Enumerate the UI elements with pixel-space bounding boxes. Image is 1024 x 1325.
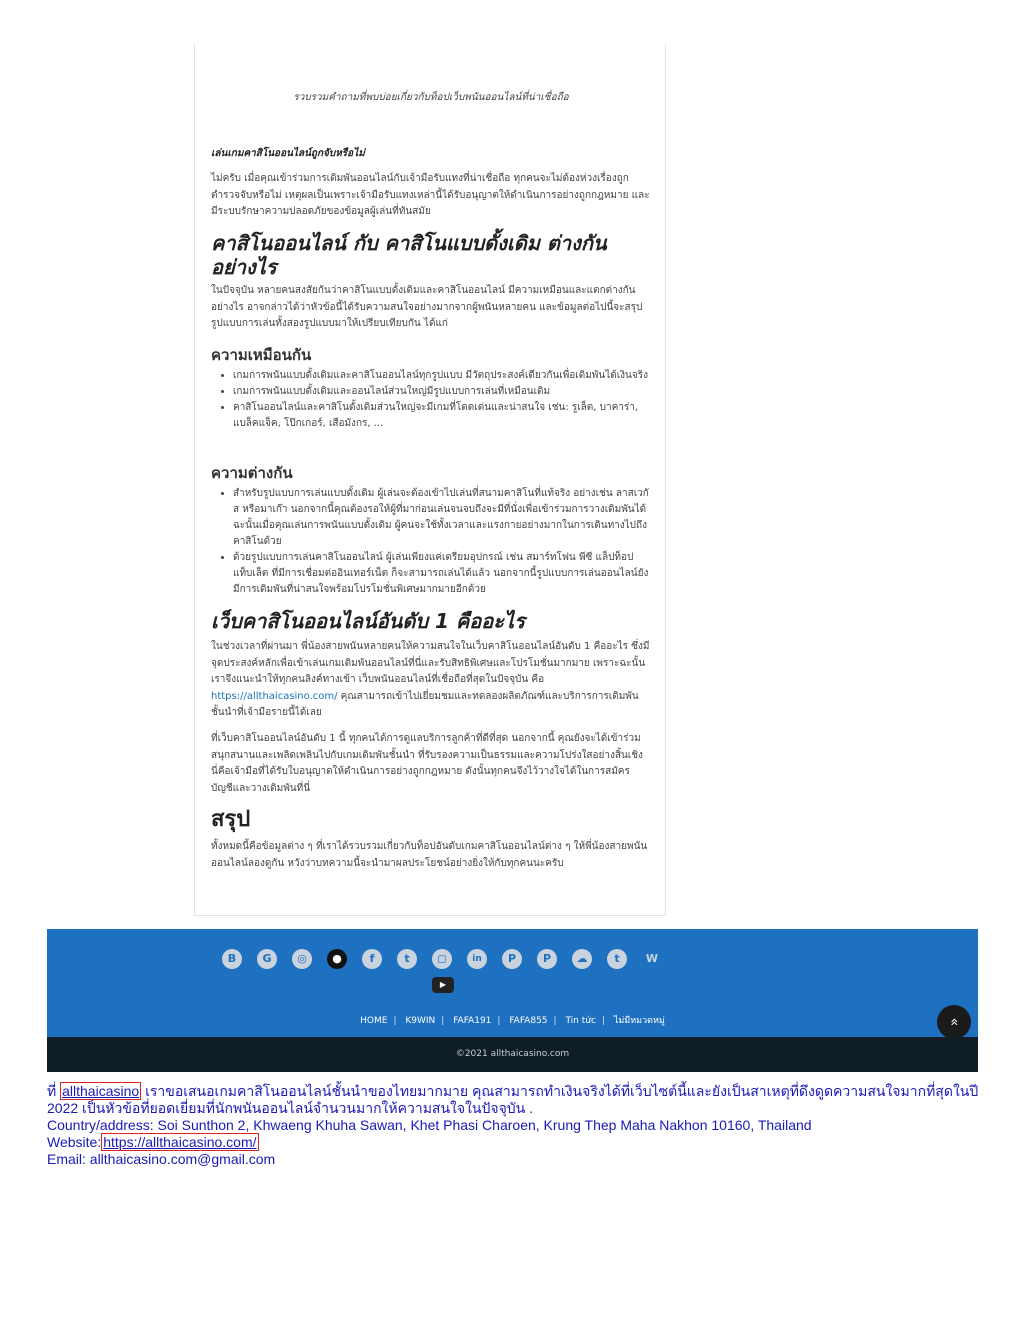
paragraph-text: คุณสามารถเข้าไปเยี่ยมชมและทดลองผลิตภัณฑ์และบริการการเดิมพันชั้นนำที่เจ้ามือรายนี้ได้เลย [211, 690, 639, 718]
paragraph-top-casino-1 [211, 639, 651, 722]
address-line: Country/address: Soi Sunthon 2, Khwaeng Khuha Sawan, Khet Phasi Charoen, Krung Thep Maha Nakhon 10160, Thailand [47, 1117, 812, 1133]
email-line: Email: allthaicasino.com@gmail.com [47, 1151, 276, 1167]
pinterest-icon[interactable]: P [502, 949, 522, 969]
heading-summary: สรุป [211, 807, 251, 832]
list-item: • สำหรับรูปแบบการเล่นแบบดั้งเดิม ผู้เล่นจะต้องเข้าไปเล่นที่สนามคาสิโนที่แท้จริง อย่างเช่น ลาสเวกัส หรือมาเก๊า นอกจากนี้คุณต้องรอให้ผู้ที่มาก่อนเล่นจนจบถึงจะมีที่นั่งเพื่อเข้าร่วมการวางเดิมพันได้ ฉะนั้นเมื่อคุณเล่นการพนันแบบดั้งเดิม ผู้คนจะใช้ทั้งเวลาและแรงกายอย่างมากในการเดินทางไปถึงคาสิโนด้วย [233, 486, 651, 550]
nav-fafa855[interactable]: FAFA855 [509, 1016, 548, 1026]
facebook-icon[interactable]: f [362, 949, 382, 969]
nav-k9win[interactable]: K9WIN [405, 1016, 436, 1026]
image-caption: รวบรวมคำถามที่พบบ่อยเกี่ยวกับท็อปเว็บพนันออนไลน์ที่น่าเชื่อถือ [293, 92, 569, 103]
list-item: • คาสิโนออนไลน์และคาสิโนดั้งเดิมส่วนใหญ่จะมีเกมที่โดดเด่นและน่าสนใจ เช่น: รูเล็ต, บาคาร่า, แบล็คแจ็ค, โป๊กเกอร์, เสือมังกร, ... [233, 400, 651, 432]
website-line: Website: https://allthaicasino.com/ [47, 1134, 257, 1150]
paragraph-compare: ในปัจจุบัน หลายคนสงสัยกันว่าคาสิโนแบบดั้งเดิมและคาสิโนออนไลน์ มีความเหมือนและแตกต่างกันอย่างไร อาจกล่าวได้ว่าหัวข้อนี้ได้รับความสนใจอย่างมากจากผู้พนันหลายคน และข้อมูลต่อไปนี้จะสรุปรูปแบบการเล่นทั้งสองรูปแบบมาให้เปรียบเทียบกัน ได้แก่ [211, 285, 643, 329]
nav-fafa191[interactable]: FAFA191 [453, 1016, 492, 1026]
chrome-icon[interactable]: ◎ [292, 949, 312, 969]
chevron-up-icon: » [945, 1017, 962, 1027]
list-item: • เกมการพนันแบบดั้งเดิมและคาสิโนออนไลน์ทุกรูปแบบ มีวัตถุประสงค์เดียวกันเพื่อเดิมพันได้เงินจริง [233, 368, 651, 384]
weebly-icon[interactable]: W [645, 952, 659, 965]
site-info [47, 1083, 1007, 1168]
paragraph-top-casino-2: ที่เว็บคาสิโนออนไลน์อันดับ 1 นี้ ทุกคนได้การดูแลบริการลูกค้าที่ดีที่สุด นอกจากนี้ คุณยังจะได้เข้าร่วมสนุกสนานและเพลิดเพลินไปกับเกมเดิมพันชั้นนำ ที่รับรองความเป็นธรรมและความโปร่งใสอย่างสิ้นเชิง นี่คือเจ้ามือที่ได้รับใบอนุญาตให้ดำเนินการอย่างถูกกฎหมาย ดังนั้นทุกคนจึงไว้วางใจได้ในการสมัครบัญชีและวางเดิมพันที่นี่ [211, 733, 643, 794]
blogger-icon[interactable]: B [222, 949, 242, 969]
heading-differences: ความต่างกัน [211, 464, 293, 482]
differences-list [211, 486, 651, 598]
heading-top-casino: เว็บคาสิโนออนไลน์อันดับ 1 คืออะไร [211, 609, 525, 633]
instagram-icon[interactable]: ◻ [432, 949, 452, 969]
website-link[interactable]: https://allthaicasino.com/ [103, 1134, 257, 1150]
copyright-bar: ©2021 allthaicasino.com [47, 1037, 978, 1072]
brand-link[interactable]: allthaicasino [62, 1083, 140, 1099]
site-link[interactable]: https://allthaicasino.com/ [211, 690, 338, 702]
nav-home[interactable]: HOME [360, 1016, 388, 1026]
twitter-icon[interactable]: t [397, 949, 417, 969]
paragraph-text: ในช่วงเวลาที่ผ่านมา พี่น้องสายพนันหลายคนให้ความสนใจในเว็บคาสิโนออนไลน์อันดับ 1 คืออะไร ซึ่งมีจุดประสงค์หลักเพื่อเข้าเล่นเกมเดิมพันออนไลน์ที่นี่และรับสิทธิพิเศษและโปรโมชั่นมากมาย เพราะฉะนั้นเราจึงแนะนำให้ทุกคนลิงค์ทางเข้า เว็บพนันออนไลน์ที่เชื่อถือที่สุดในปัจจุบัน คือ [211, 641, 650, 685]
google-icon[interactable]: G [257, 949, 277, 969]
similarities-list [211, 368, 651, 432]
paragraph-summary: ทั้งหมดนี้คือข้อมูลต่าง ๆ ที่เราได้รวบรวมเกี่ยวกับท็อปอันดับเกมคาสิโนออนไลน์ต่าง ๆ ให้พี่น้องสายพนันออนไลน์ลองดูกัน หวังว่าบทความนี้จะนำมาผลประโยชน์อย่างยิ่งให้กับทุกคนนะครับ [211, 841, 648, 869]
article-card [194, 44, 666, 916]
nav-uncategorized[interactable]: ไม่มีหมวดหมู่ [613, 1016, 665, 1026]
soundcloud-icon[interactable]: ☁ [572, 949, 592, 969]
intro-text: ที่ allthaicasino เราขอเสนอเกมคาสิโนออนไลน์ชั้นนำของไทยมากมาย คุณสามารถทำเงินจริงได้ที่เว็บไซต์นี้และยังเป็นสาเหตุที่ดึงดูดความสนใจมากที่สุดในปี 2022 เป็นหัวข้อที่ยอดเยี่ยมที่นักพนันออนไลน์จำนวนมากให้ความสนใจในปัจจุบัน . [47, 1083, 979, 1116]
list-item: • ด้วยรูปแบบการเล่นคาสิโนออนไลน์ ผู้เล่นเพียงแค่เตรียมอุปกรณ์ เช่น สมาร์ทโฟน พีซี แล็ปท็อป แท็บเล็ต ที่มีการเชื่อมต่ออินเทอร์เน็ต ก็จะสามารถเล่นได้แล้ว นอกจากนี้รูปแบบการเล่นออนไลน์ยังมีการเดิมพันที่น่าสนใจพร้อมโปรโมชั่นพิเศษมากมายอีกด้วย [233, 550, 651, 598]
youtube-icon[interactable]: ▶ [432, 977, 454, 993]
heading-similarities: ความเหมือนกัน [211, 346, 312, 364]
pinterest-icon-2[interactable]: P [537, 949, 557, 969]
back-to-top-button[interactable] [937, 1005, 971, 1039]
list-item: • เกมการพนันแบบดั้งเดิมและออนไลน์ส่วนใหญ่มีรูปแบบการเล่นที่เหมือนเดิม [233, 384, 651, 400]
faq-answer: ไม่ครับ เมื่อคุณเข้าร่วมการเดิมพันออนไลน์กับเจ้ามือรับแทงที่น่าเชื่อถือ ทุกคนจะไม่ต้องห่วงเรื่องถูกตำรวจจับหรือไม่ เหตุผลเป็นเพราะเจ้ามือรับแทงเหล่านี้ได้รับอนุญาตให้ดำเนินการอย่างถูกกฎหมาย และมีระบบรักษาความปลอดภัยของข้อมูลผู้เล่นที่ทันสมัย [211, 173, 650, 217]
heading-compare: คาสิโนออนไลน์ กับ คาสิโนแบบดั้งเดิม ต่างกันอย่างไร [211, 231, 607, 279]
medium-icon[interactable]: ● [327, 949, 347, 969]
site-footer [47, 929, 978, 1037]
linkedin-icon[interactable]: in [467, 949, 487, 969]
nav-tin-tuc[interactable]: Tin tức [565, 1016, 596, 1026]
faq-question: เล่นเกมคาสิโนออนไลน์ถูกจับหรือไม่ [211, 148, 365, 159]
tumblr-icon[interactable]: t [607, 949, 627, 969]
footer-nav: HOME | K9WIN | FAFA191 | FAFA855 | Tin tức | ไม่มีหมวดหมู่ [360, 1016, 665, 1026]
